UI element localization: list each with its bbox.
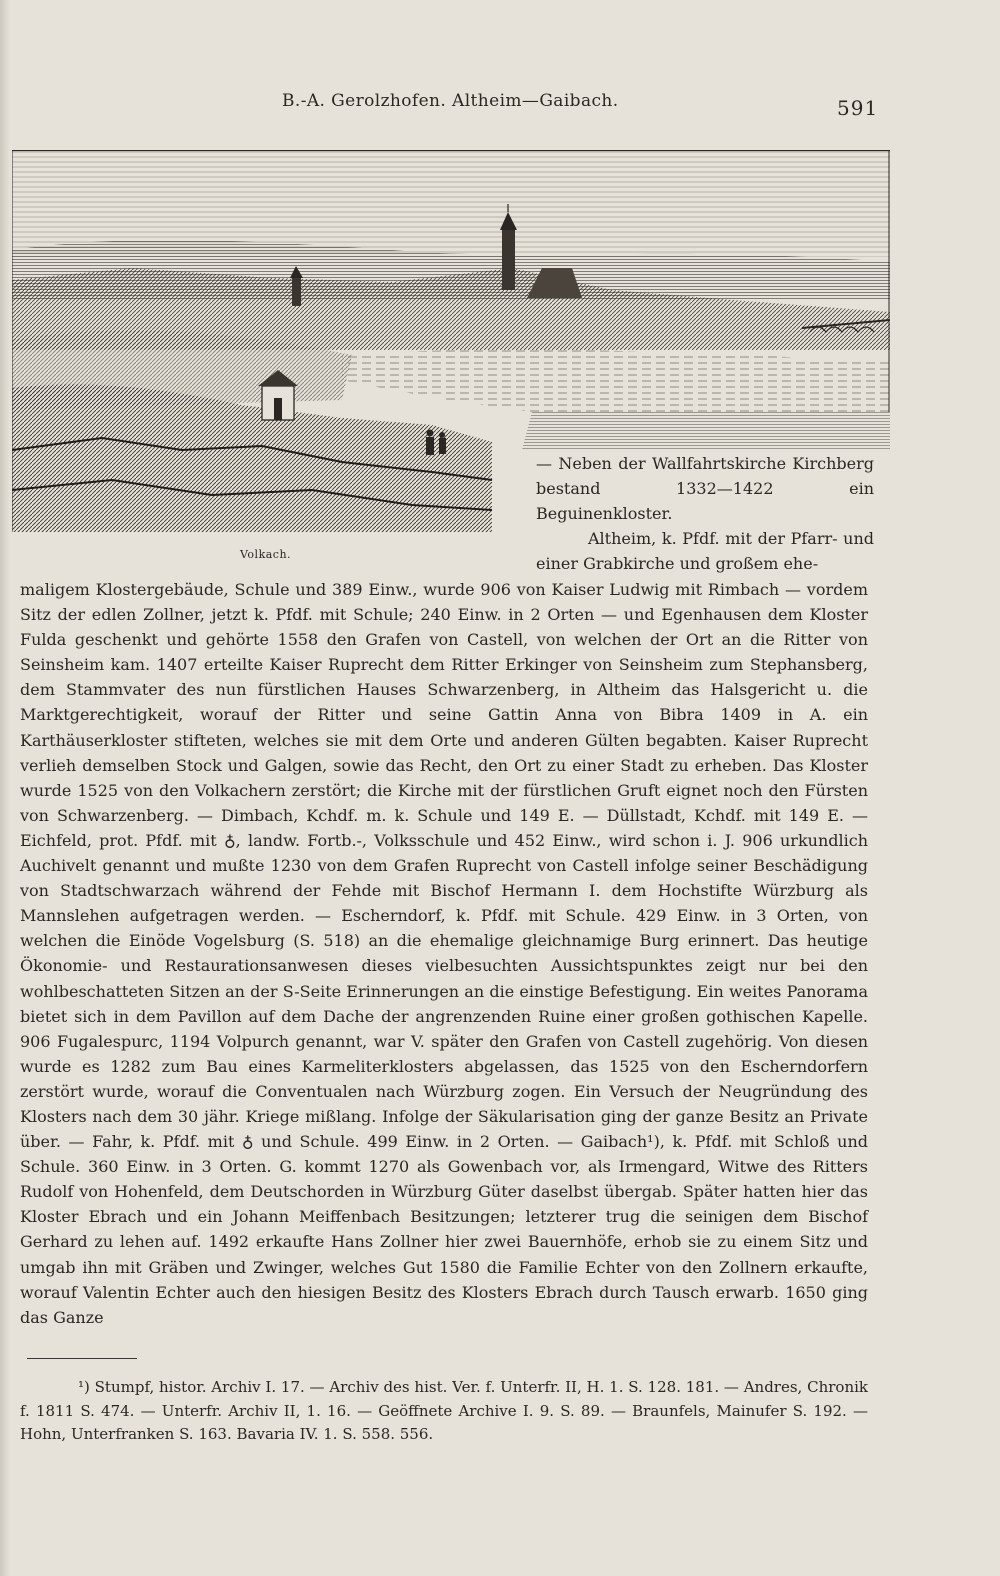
illustration-caption: Volkach. [240, 548, 292, 561]
side-column [536, 451, 874, 576]
main-paragraph: maligem Klostergebäude, Schule und 389 Einw., wurde 906 von Kaiser Ludwig mit Rimbach — vordem Sitz der edlen Zollner, jetzt k. Pfdf. mit Schule; 240 Einw. in 2 Orten — und Egenhausen dem Kloster Fulda geschenkt und gehörte 1558 den Grafen von Castell, von welchen der Ort an die Ritter von Seinsheim kam. 1407 erteilte Kaiser Ruprecht dem Ritter Erkinger von Seinsheim zum Stephansberg, dem Stammvater des nun fürstlichen Hauses Schwarzenberg, in Altheim das Halsgericht u. die Marktgerechtigkeit, worauf der Ritter und seine Gattin Anna von Bibra 1409 in A. ein Karthäuserkloster stifteten, welches sie mit dem Orte und anderen Gülten begabten. Kaiser Ruprecht verlieh demselben Stock und Galgen, sowie das Recht, den Ort zu einer Stadt zu erheben. Das Kloster wurde 1525 von den Volkachern zerstört; die Kirche mit der fürstlichen Gruft eignet noch den Fürsten von Schwarzenberg. — Dimbach, Kchdf. m. k. Schule und 149 E. — Düllstadt, Kchdf. mit 149 E. — Eichfeld, prot. Pfdf. mit ♁, landw. Fortb.-, Volksschule und 452 Einw., wird schon i. J. 906 urkundlich Auchivelt genannt und mußte 1230 von dem Grafen Ruprecht von Castell infolge seiner Beschädigung von Stadtschwarzach während der Fehde mit Bischof Hermann I. dem Hochstifte Würzburg als Mannslehen aufgetragen werden. — Escherndorf, k. Pfdf. mit Schule. 429 Einw. in 3 Orten, von welchen die Einöde Vogelsburg (S. 518) an die ehemalige gleichnamige Burg erinnert. Das heutige Ökonomie- und Restaurationsanwesen dieses vielbesuchten Aussichtspunktes zeigt nur bei den wohlbeschatteten Sitzen an der S-Seite Erinnerungen an die einstige Befestigung. Ein weites Panorama bietet sich in dem Pavillon auf dem Dache der angrenzenden Ruine einer großen gothischen Kapelle. 906 Fugalespurc, 1194 Volpurch genannt, war V. später den Grafen von Castell zugehörig. Von diesen wurde es 1282 zum Bau eines Karmeliterklosters abgelassen, das 1525 von den Escherndorfern zerstört wurde, worauf die Conventualen nach Würzburg zogen. Ein Versuch der Neugründung des Klosters nach dem 30 jähr. Kriege mißlang. Infolge der Säkularisation ging der ganze Besitz an Private über. — Fahr, k. Pfdf. mit ♁ und Schule. 499 Einw. in 2 Orten. — Gaibach¹), k. Pfdf. mit Schloß und Schule. 360 Einw. in 3 Orten. G. kommt 1270 als Gowenbach vor, als Irmengard, Witwe des Ritters Rudolf von Hohenfeld, dem Deutschorden in Würzburg Güter daselbst übergab. Später hatten hier das Kloster Ebrach und ein Johann Meiffenbach Besitzungen; letzterer trug die seinigen dem Bischof Gerhard zu lehen auf. 1492 erkaufte Hans Zollner hier zwei Bauernhöfe, erhob sie zu einem Sitz und umgab ihn mit Gräben und Zwinger, welches Gut 1580 die Familie Echter von den Zollnern erkaufte, worauf Valentin Echter auch den hiesigen Besitz des Klosters Ebrach durch Tausch erwarb. 1650 ging das Ganze [20, 580, 868, 1327]
side-paragraph-2: Altheim, k. Pfdf. mit der Pfarr- und einer Grabkirche und großem ehe- [536, 529, 874, 573]
binding-shadow [0, 0, 10, 1576]
side-paragraph-1: — Neben der Wallfahrtskirche Kirchberg bestand 1332—1422 ein Beguinenkloster. [536, 454, 874, 523]
footnotes [20, 1376, 868, 1447]
running-head: B.-A. Gerolzhofen. Altheim—Gaibach. [282, 91, 619, 111]
footnote-rule [27, 1358, 137, 1359]
page-number: 591 [837, 96, 879, 120]
footnote-1: ¹) Stumpf, histor. Archiv I. 17. — Archiv des hist. Ver. f. Unterfr. II, H. 1. S. 128. 181. — Andres, Chronik f. 1811 S. 474. — Unterfr. Archiv II, 1. 16. — Geöffnete Archive I. 9. S. 89. — Braunfels, Mainufer S. 192. — Hohn, Unterfranken S. 163. Bavaria IV. 1. S. 558. 556. [20, 1378, 868, 1444]
main-text [20, 577, 868, 1330]
